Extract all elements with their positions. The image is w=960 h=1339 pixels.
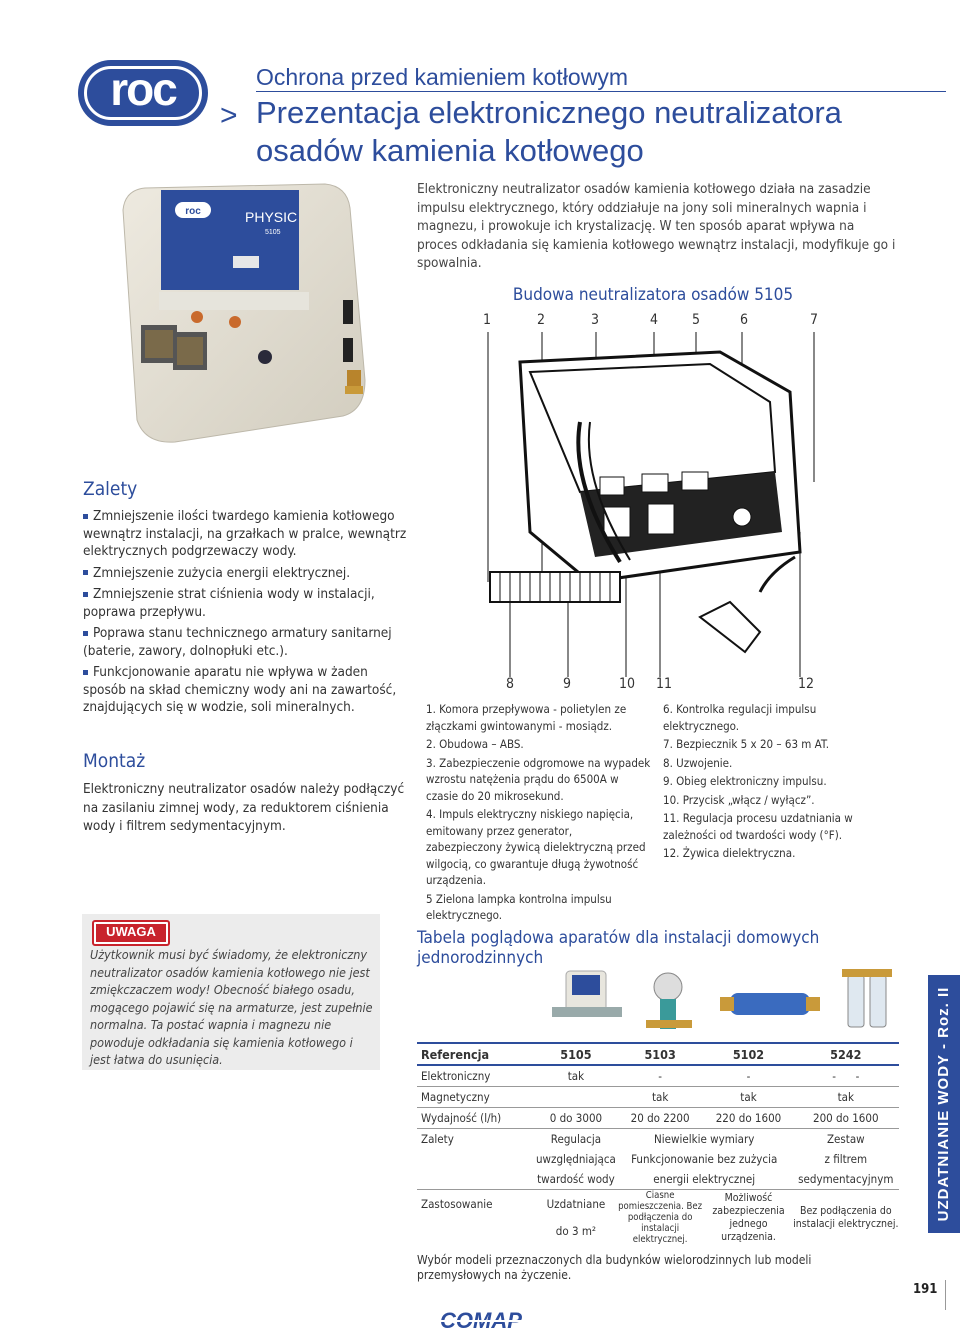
chapter-label: UZDATNIANIE WODY - Roz. II [935, 986, 952, 1222]
page-title-line2: osadów kamienia kotłowego [256, 133, 644, 168]
title-arrow: > [220, 99, 238, 132]
legend-item: 1. Komora przepływowa - polietylen ze złączkami gwintowanymi - mosiądz. [426, 702, 627, 733]
diagram-number-1: 1 [483, 312, 492, 328]
svg-text:5105: 5105 [265, 229, 281, 236]
diagram-number-3: 3 [591, 312, 600, 328]
legend-item: 12. Żywica dielektryczna. [663, 846, 796, 860]
legend-item: 6. Kontrolka regulacji impulsu elektrycznego. [663, 702, 817, 733]
logo-text: roc [110, 63, 176, 115]
intro-text: Elektroniczny neutralizator osadów kamienia kotłowego działa na zasadzie impulsu elektrycznego, który oddziałuje na jony soli mineralnych wapnia i magnezu, i prowokuje ich krystalizację. W ten sposób aparat wpływa na proces odkładania się kamienia kotłowego wewnątrz instalacji, modyfikuje go i spowalnia. [417, 181, 896, 271]
svg-text:COMAP: COMAP [440, 1308, 522, 1333]
zalety-list [83, 508, 413, 721]
table-header-row [417, 1043, 899, 1065]
divider [945, 1280, 946, 1310]
list-item: Zmniejszenie strat ciśnienia wody w instalacji, poprawa przepływu. [83, 586, 375, 620]
legend-item: 8. Uzwojenie. [663, 755, 733, 770]
uwaga-badge: UWAGA [92, 920, 170, 946]
diagram-number-8: 8 [506, 676, 515, 692]
montaz-heading: Montaż [83, 750, 146, 772]
table-row: Magnetyczny tak tak tak [417, 1087, 899, 1108]
product-images [530, 965, 900, 1040]
list-item: Zmniejszenie ilości twardego kamienia kotłowego wewnątrz instalacji, na grzałkach w pralce, wewnątrz elektrycznych podgrzewaczy wody. [83, 508, 407, 559]
diagram-number-11: 11 [656, 676, 673, 692]
legend-item: 2. Obudowa – ABS. [426, 737, 524, 751]
svg-text:roc: roc [185, 206, 201, 217]
diagram-number-10: 10 [619, 676, 636, 692]
table-header-cell: 5102 [704, 1043, 792, 1065]
table-title: Tabela poglądowa aparatów dla instalacji domowych jednorodzinnych [417, 928, 820, 968]
diagram-number-12: 12 [798, 676, 815, 692]
title-rule [256, 91, 946, 92]
footnote: Wybór modeli przeznaczonych dla budynków wielorodzinnych lub modeli przemysłowych na życzenie. [417, 1253, 812, 1282]
table-header-cell: 5242 [793, 1043, 899, 1065]
comap-logo [408, 1306, 554, 1336]
diagram-number-4: 4 [650, 312, 659, 328]
zalety-heading: Zalety [83, 478, 138, 500]
svg-text:PHYSIC: PHYSIC [245, 209, 298, 225]
page-title-line1: Prezentacja elektronicznego neutralizatora [256, 95, 842, 130]
montaz-text: Elektroniczny neutralizator osadów należy podłączyć na zasilaniu zimnej wody, za reduktorem ciśnienia wody i filtrem sedymentacyjnym. [83, 781, 405, 834]
warning-box [82, 914, 380, 1070]
legend-left [426, 701, 651, 926]
legend-item: 7. Bezpiecznik 5 x 20 – 63 m AT. [663, 737, 830, 751]
table-row: Wydajność (l/h) 0 do 3000 20 do 2200 220 do 1600 200 do 1600 [417, 1108, 899, 1129]
diagram-number-9: 9 [563, 676, 572, 692]
table-row: twardość wody energii elektrycznej sedymentacyjnym [417, 1169, 899, 1190]
device-photo [115, 180, 370, 450]
table-row: do 3 m² [555, 1224, 597, 1239]
table-header-cell: Referencja [417, 1043, 536, 1065]
diagram-number-2: 2 [537, 312, 546, 328]
list-item: Zmniejszenie zużycia energii elektrycznej. [83, 565, 413, 583]
table-row: Zalety Regulacja Niewielkie wymiary Zestaw [421, 1132, 865, 1146]
table-header-cell: 5103 [616, 1043, 705, 1065]
legend-item: 3. Zabezpieczenie odgromowe na wypadek wzrostu natężenia prądu do 6500A w czasie do 20 mikrosekund. [426, 755, 651, 803]
warning-text: Użytkownik musi być świadomy, że elektroniczny neutralizator osadów kamienia kotłowego nie jest zmiękczaczem wody! Obecność białego osadu, mogącego pojawić się na armaturze, jest zupełnie normalna. Ta postać wapnia i magnezu nie powoduje odkładania się kamienia kotłowego i jest łatwa do usunięcia. [90, 947, 373, 1067]
table-header-cell: 5105 [536, 1043, 616, 1065]
spec-table [417, 1042, 899, 1245]
diagram-number-6: 6 [740, 312, 749, 328]
list-item: Poprawa stanu technicznego armatury sanitarnej (baterie, zawory, dolnopłuki etc.). [83, 625, 392, 659]
legend-item: 11. Regulacja procesu uzdatniania w zależności od twardości wody (°F). [663, 811, 853, 842]
diagram-number-5: 5 [692, 312, 701, 328]
list-item: Funkcjonowanie aparatu nie wpływa w żaden sposób na skład chemiczny wody ani na zawartość, znajdujących się w wodzie, soli mineralnych. [83, 664, 397, 715]
diagram-number-7: 7 [810, 312, 819, 328]
table-row: Elektroniczny tak - - - - [417, 1065, 899, 1087]
legend-right [663, 701, 888, 864]
page-number: 191 [913, 1282, 938, 1297]
table-row: uwzględniająca Funkcjonowanie bez zużycia z filtrem [536, 1152, 868, 1166]
legend-item: 4. Impuls elektryczny niskiego napięcia, emitowany przez generator, zabezpieczony żywicą dielektryczną przed wilgocią, co gwarantuje długą żywotność urządzenia. [426, 807, 646, 887]
diagram-title: Budowa neutralizatora osadów 5105 [512, 285, 794, 305]
legend-item: 10. Przycisk „włącz / wyłącz”. [663, 792, 815, 807]
device-diagram [470, 332, 830, 677]
legend-item: 9. Obieg elektroniczny impulsu. [663, 774, 827, 788]
table-row: Zastosowanie Uzdatniane Ciasne pomieszczenia. Bez podłączenia do instalacji elektrycznej. Możliwość zabezpieczenia jednego urządzenia. Bez podłączenia do instalacji elektrycznej. [421, 1190, 899, 1245]
legend-item: 5 Zielona lampka kontrolna impulsu elektrycznego. [426, 891, 612, 922]
page-subtitle: Ochrona przed kamieniem kotłowym [256, 64, 628, 90]
roc-logo [78, 60, 208, 126]
chapter-sidebar [928, 975, 960, 1233]
page-title [256, 94, 916, 170]
